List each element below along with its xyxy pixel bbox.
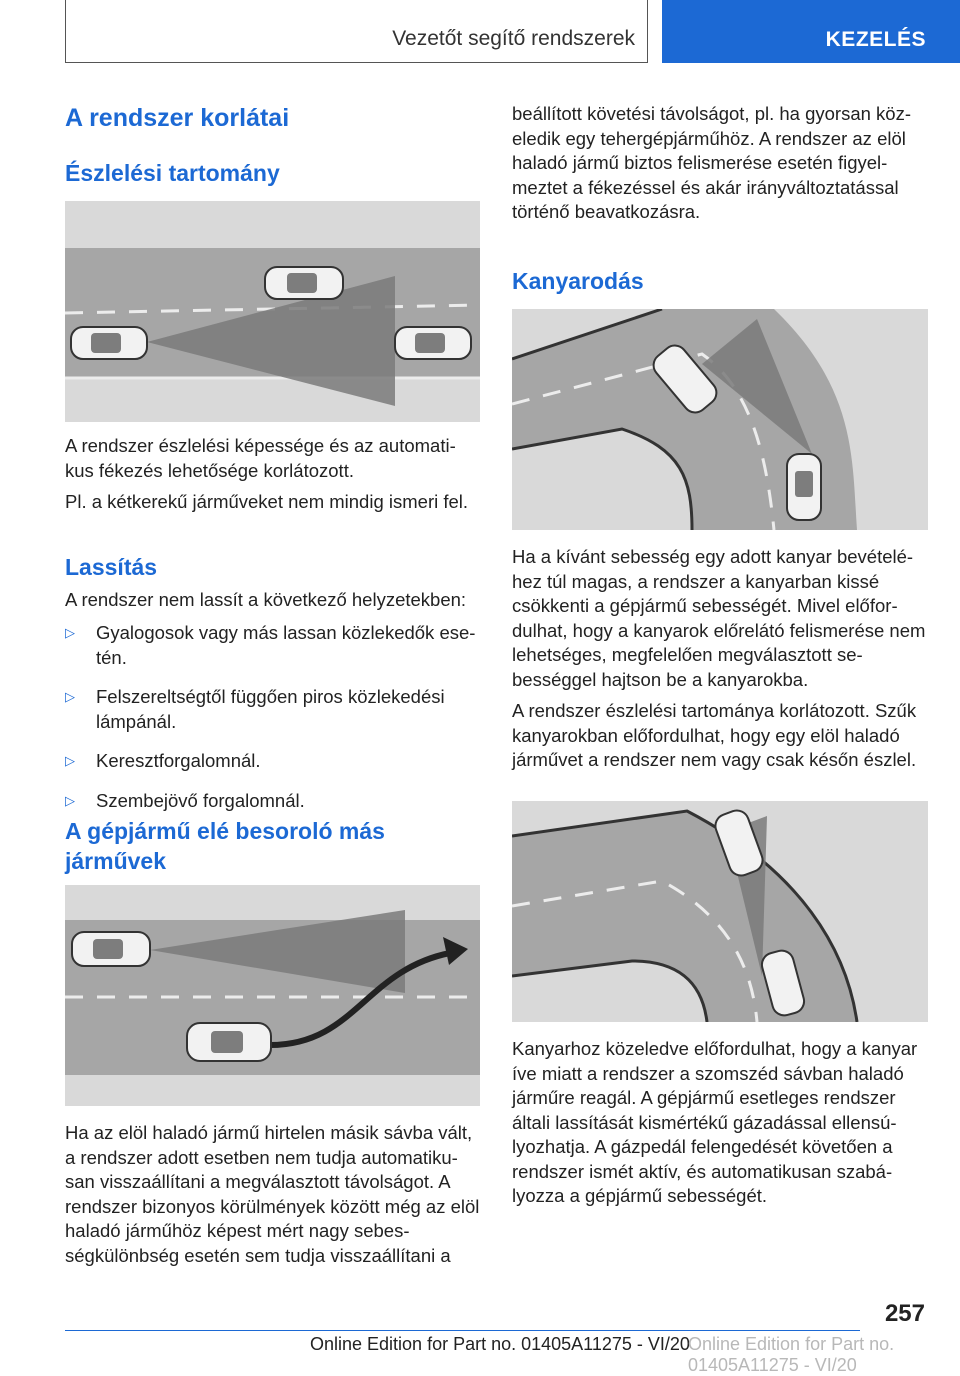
car-icon-own xyxy=(71,327,147,359)
slowing-list xyxy=(65,621,480,828)
car-icon-ahead xyxy=(787,454,821,520)
figure-detection-range xyxy=(65,201,480,422)
detection-paragraph-2: Pl. a kétkerekű járműveket nem mindig ismeri fel. xyxy=(65,491,469,512)
bullet-triangle-icon: ▷ xyxy=(65,689,75,704)
heading-cut-in-vehicles: A gépjármű elé besoroló más járművek xyxy=(65,818,385,874)
list-item: ▷ Felszereltségtől függően piros közlekedési lámpánál. xyxy=(65,686,445,732)
cornering-paragraph-2: A rendszer észlelési tartománya korlátozott. Szűk kanyarokban előfordulhat, hogy egy elöl haladó járművet a rendszer nem vagy csak későn észlel. xyxy=(512,700,917,770)
chapter-tab[interactable] xyxy=(662,0,960,63)
heading-system-limits: A rendszer korlátai xyxy=(65,104,290,132)
car-icon-ahead xyxy=(395,327,471,359)
chapter-tab-label: KEZELÉS xyxy=(825,28,926,51)
cornering-paragraph-3: Kanyarhoz közeledve előfordulhat, hogy a kanyar íve miatt a rendszer a szomszéd sávban haladó járműre reagál. A gépjármű esetleges rendszer általi lassítását kismértékű gázadással ellensú‐lyozhatja. A gázpedál felengedését követően a rendszer ismét aktív, és automatikusan szabá‐lyozza a gépjármű sebességét. xyxy=(512,1038,918,1206)
list-item: ▷ Gyalogosok vagy más lassan közlekedők ese‐tén. xyxy=(65,622,476,668)
page-number: 257 xyxy=(884,1300,925,1327)
heading-slowing: Lassítás xyxy=(65,554,158,580)
list-item: ▷ Szembejövő forgalomnál. xyxy=(65,789,480,814)
cornering-paragraph-1: Ha a kívánt sebesség egy adott kanyar bevételé‐hez túl magas, a rendszer a kanyarban kissé csökkenti a gépjármű sebességét. Mivel előfor‐dulhat, hogy a kanyarok előrelátó felismerése nem lehetséges, megfelelően megválasztott se‐bességgel hajtson be a kanyarokba. xyxy=(512,546,926,690)
footer-rule xyxy=(65,1330,860,1331)
bullet-triangle-icon: ▷ xyxy=(65,625,75,640)
figure-adjacent-lane xyxy=(512,801,928,1022)
detection-paragraph-1: A rendszer észlelési képessége és az automati‐kus fékezés lehetősége korlátozott. xyxy=(65,435,456,481)
header-section-box xyxy=(65,0,648,63)
slowing-intro: A rendszer nem lassít a következő helyzetekben: xyxy=(65,589,467,610)
car-icon-ahead xyxy=(72,932,150,966)
footer-edition: Online Edition for Part no. 01405A11275 - VI/20 xyxy=(310,1334,690,1354)
heading-cornering: Kanyarodás xyxy=(512,268,644,294)
figure-cut-in xyxy=(65,885,480,1106)
heading-detection-range: Észlelési tartomány xyxy=(65,160,280,186)
continued-paragraph: beállított követési távolságot, pl. ha gyorsan köz‐eledik egy tehergépjárműhöz. A rendszer az elöl haladó jármű biztos felismerése esetén figyel‐meztet a fékezéssel és akár irányváltoztatással történő beavatkozásra. xyxy=(512,103,911,222)
bullet-triangle-icon: ▷ xyxy=(65,753,75,768)
bullet-triangle-icon: ▷ xyxy=(65,792,75,808)
figure-cornering xyxy=(512,309,928,530)
cut-in-paragraph: Ha az elöl haladó jármű hirtelen másik sávba vált, a rendszer adott esetben nem tudja automatiku‐san visszaállítani a megválasztott távolságot. A rendszer bizonyos körülmények között még az elöl haladó járműhöz képest mért nagy sebes‐ségkülönbség esetén sem tudja visszaállítani a xyxy=(65,1122,480,1266)
car-icon-front xyxy=(265,267,343,299)
section-title: Vezetőt segítő rendszerek xyxy=(392,27,635,50)
list-item: ▷ Keresztforgalomnál. xyxy=(65,749,480,774)
footer-watermark: Online Edition for Part no. 01405A11275 - VI/20 xyxy=(688,1334,895,1375)
car-icon-cutting-in xyxy=(187,1023,271,1061)
